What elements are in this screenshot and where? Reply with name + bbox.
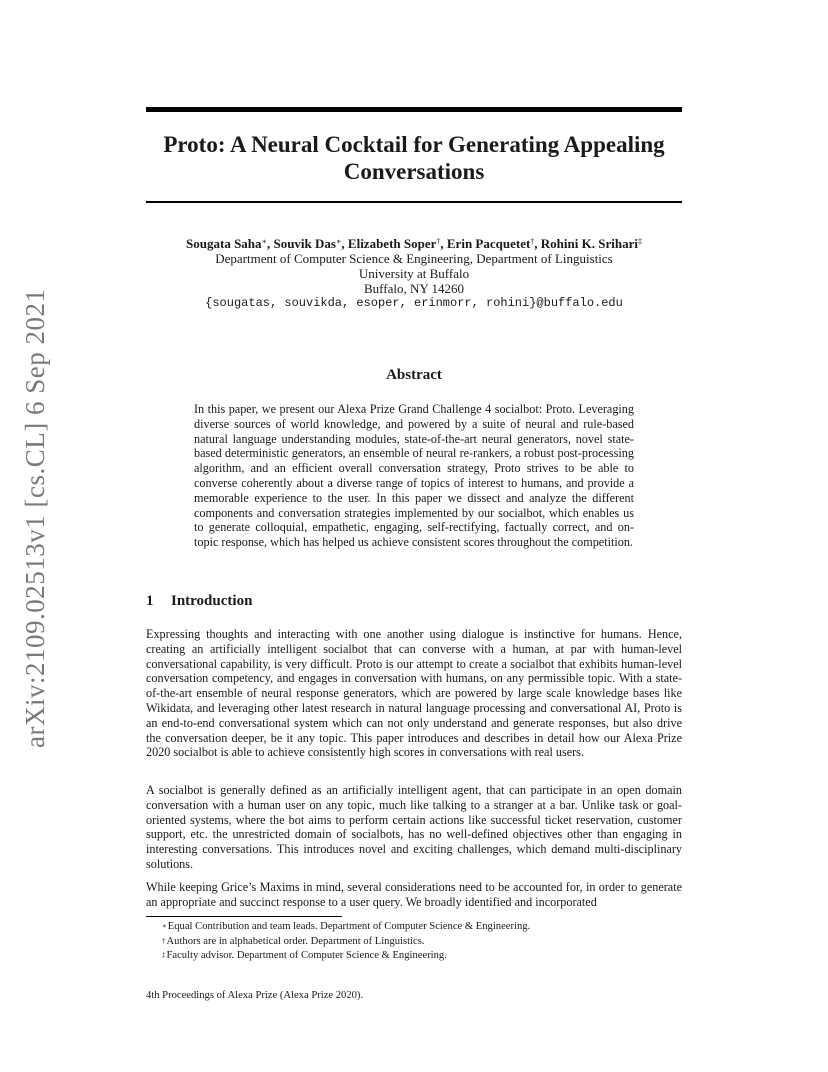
section-title: Introduction (171, 593, 253, 609)
author-names (146, 236, 682, 251)
footnote-text: Faculty advisor. Department of Computer Science & Engineering. (166, 950, 447, 962)
affiliation-department: Department of Computer Science & Engineering, Department of Linguistics (215, 251, 613, 266)
author-separator: , (341, 236, 348, 251)
author-name: Elizabeth Soper (347, 236, 437, 251)
footnote-mark: † (162, 936, 166, 945)
affiliation-location: Buffalo, NY 14260 (363, 281, 465, 296)
author-emails: {sougatas, souvikda, esoper, erinmorr, rohini}@buffalo.edu (205, 296, 623, 310)
title-line-2: Conversations (343, 159, 485, 184)
title-rule-bottom (146, 201, 682, 203)
footnote-text: Equal Contribution and team leads. Department of Computer Science & Engineering. (167, 921, 531, 932)
abstract-body: In this paper, we present our Alexa Prize Grand Challenge 4 socialbot: Proto. Leveraging diverse sources of world knowledge, and powered by a suite of neural and rule-based natural language understanding modules, state-of-the-art neural generators, novel state-based deterministic generators, an ensemble of neural re-rankers, a robust post-processing algorithm, and an efficient overall conversation strategy, Proto strives to be able to converse coherently about a diverse range of topics of interest to humans, and provide a memorable experience to the user. In this paper we dissect and analyze the different components and conversation strategies implemented by our socialbot, which enables us to generate colloquial, empathetic, engaging, self-rectifying, factually correct, and on-topic response, which has helped us achieve consistent scores throughout the competition. (194, 402, 634, 550)
author-separator: , (266, 236, 274, 251)
author-block (146, 236, 682, 311)
venue-footer: 4th Proceedings of Alexa Prize (Alexa Prize 2020). (146, 990, 364, 1001)
author-mark: ∗ (335, 237, 342, 246)
author-mark: † (436, 237, 441, 246)
author-name: Erin Pacquetet (446, 236, 531, 251)
footnote (162, 949, 682, 964)
abstract-heading: Abstract (386, 367, 442, 383)
author-name: Rohini K. Srihari (540, 236, 638, 251)
intro-paragraph-2: A socialbot is generally defined as an artificially intelligent agent, that can participate in an open domain conversation with a human user on any topic, much like talking to a stranger at a bar. Unlike task or goal-oriented systems, where the bot aims to perform certain actions like successful ticket reservation, customer support, etc. the unrestricted domain of socialbots, has no well-defined objectives other than engaging in interesting conversations. This introduces novel and exciting challenges, which demand multi-disciplinary solutions. (146, 783, 682, 871)
footnote (162, 920, 682, 935)
author-mark: † (530, 237, 535, 246)
footnotes (162, 920, 682, 964)
intro-paragraph-3: While keeping Grice’s Maxims in mind, several considerations need to be accounted for, in order to generate an appropriate and succinct response to a user query. We broadly identified and incorporated (146, 880, 682, 909)
title-rule-top (146, 107, 682, 112)
footnote-mark: ‡ (162, 951, 166, 960)
footnote-mark: ∗ (162, 922, 167, 930)
title-line-1: Proto: A Neural Cocktail for Generating Appealing (163, 132, 665, 157)
intro-paragraph-1: Expressing thoughts and interacting with one another using dialogue is instinctive for humans. Hence, creating an artificially intelligent socialbot that can converse with a human, at par with human-level conversational capability, is very difficult. Proto is our attempt to create a socialbot that exhibits human-level conversation competency, and engages in conversation with humans, on any permissible topic. With a state-of-the-art ensemble of neural response generators, which are powered by large scale knowledge bases like Wikidata, and leveraging other latest research in natural language processing and conversational AI, Proto is an end-to-end conversational system which can not only understand and generate responses, but also drive the conversation deeper, be it any topic. This paper introduces and describes in detail how our Alexa Prize 2020 socialbot is able to achieve consistently high scores in conversations with real users. (146, 627, 682, 760)
author-mark: ‡ (637, 237, 642, 246)
author-name: Souvik Das (273, 236, 336, 251)
footnote-text: Authors are in alphabetical order. Department of Linguistics. (166, 935, 425, 947)
author-name: Sougata Saha (186, 236, 262, 251)
affiliation-university: University at Buffalo (358, 266, 470, 281)
author-separator: , (440, 236, 447, 251)
footnote (162, 935, 682, 950)
arxiv-identifier: arXiv:2109.02513v1 [cs.CL] 6 Sep 2021 (20, 288, 50, 748)
author-mark: ∗ (261, 237, 267, 246)
section-number: 1 (146, 593, 154, 609)
footnote-rule (146, 916, 342, 917)
paper-title (146, 131, 682, 185)
section-heading-introduction (146, 593, 252, 610)
author-separator: , (534, 236, 541, 251)
